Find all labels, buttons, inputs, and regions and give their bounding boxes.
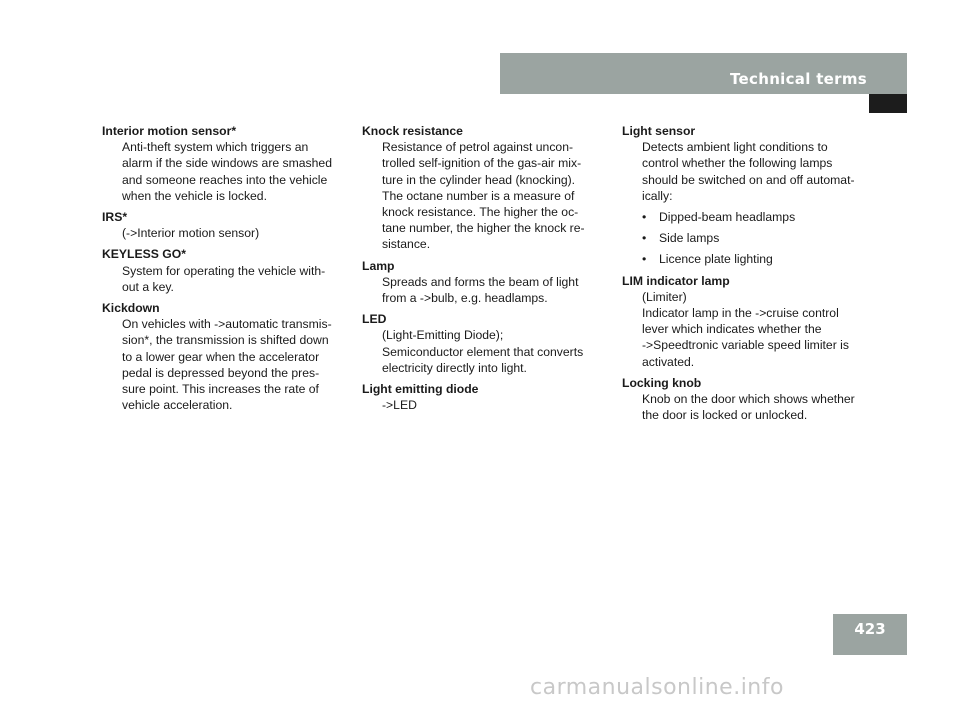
glossary-entry [622,123,882,268]
glossary-entry [362,123,612,253]
glossary-definition: (Light-Emitting Diode); Semiconductor element that converts electricity directly into light. [382,328,584,375]
bullet-icon: • [642,210,647,225]
glossary-definition: Spreads and forms the beam of light from a ->bulb, e.g. headlamps. [382,274,579,306]
glossary-entry [102,300,354,413]
glossary-column-1 [102,123,354,418]
glossary-definition: On vehicles with ->automatic transmis- sion*, the transmission is shifted down to a lower gear when the accelerator pedal is depressed beyond the pres- sure point. This increases the rate of vehicle acceleration. [122,317,332,413]
bullet-list [622,209,882,268]
bullet-text: Dipped-beam headlamps [659,210,796,225]
page-number-band [833,614,907,655]
glossary-definition: Knob on the door which shows whether the door is locked or unlocked. [642,392,855,423]
glossary-entry [102,123,354,204]
page-title: Technical terms [730,70,867,88]
glossary-term: Interior motion sensor* [102,124,237,138]
page-number: 423 [854,620,886,638]
bullet-item [642,230,882,246]
bullet-text: Licence plate lighting [659,252,773,267]
bullet-icon: • [642,231,647,246]
glossary-term: KEYLESS GO* [102,247,186,262]
bullet-item [642,209,882,225]
watermark-text: carmanualsonline.info [530,675,784,700]
glossary-term: Locking knob [622,375,702,390]
glossary-term: Light emitting diode [362,382,479,397]
glossary-definition: Anti-theft system which triggers an alarm if the side windows are smashed and someone reaches into the vehicle when the vehicle is locked. [122,140,332,203]
glossary-definition: Detects ambient light conditions to control whether the following lamps should be switched on and off automat- ically: [642,140,855,203]
glossary-entry [362,381,612,413]
section-tab-marker [869,94,907,113]
glossary-entry [102,246,354,295]
bullet-icon: • [642,252,647,267]
header-band [500,53,907,94]
glossary-entry [362,258,612,307]
glossary-entry [622,273,882,370]
glossary-entry [362,311,612,376]
glossary-term: LED [362,312,387,327]
glossary-term: Kickdown [102,301,160,316]
glossary-column-2 [362,123,612,418]
glossary-term: Lamp [362,258,395,273]
glossary-term: LIM indicator lamp [622,273,730,288]
glossary-term: Knock resistance [362,124,463,138]
glossary-definition: ->LED [382,398,417,413]
glossary-term: IRS* [102,210,128,225]
bullet-item [642,251,882,267]
glossary-definition: (Limiter) Indicator lamp in the ->cruise control lever which indicates whether the ->Speedtronic variable speed limiter is activated. [642,289,849,369]
glossary-entry [102,209,354,241]
glossary-definition: Resistance of petrol against uncon- trolled self-ignition of the gas-air mix- ture in the cylinder head (knocking). The octane number is a measure of knock resistance. The higher the oc- tane number, the higher the knock re- sistance. [382,140,585,252]
bullet-text: Side lamps [659,231,720,246]
glossary-definition: System for operating the vehicle with- out a key. [122,263,326,294]
glossary-definition: (->Interior motion sensor) [122,226,260,241]
glossary-term: Light sensor [622,124,696,138]
glossary-entry [622,375,882,424]
glossary-column-3 [622,123,882,428]
